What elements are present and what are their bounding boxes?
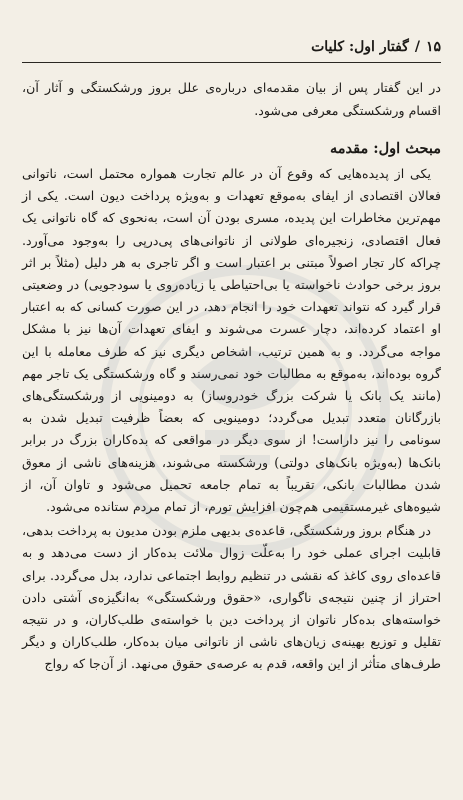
header-separator: / [414,39,420,55]
section-heading: مبحث اول: مقدمه [329,140,441,157]
body-paragraph: یکی از پدیده‌هایی که وقوع آن در عالم تجارت همواره محتمل است، ناتوانی فعالان اقتصادی از ایفای به‌موقع تعهدات و به‌ویژه پرداخت دیون است. یکی از مهم‌ترین مخاطرات این پدیده، مسری بودن آن است، به‌نحوی که گاه ناتوانی یک فعال اقتصادی، زنجیره‌ای طولانی از ناتوانی‌های پی‌درپی را به‌وجود می‌آورد. چراکه کار تجار اصولاً مبتنی بر اعتبار است و اگر تاجری به هر دلیل (مثلاً بر اثر بروز برخی حوادث ناخواسته یا بی‌احتیاطی یا زیاده‌روی یا سودجویی) در وضعیتی قرار گیرد که نتواند تعهدات خود را انجام دهد، در این صورت کسانی که به اعتبار او اعتماد کرده‌اند، دچار عسرت می‌شوند و ایفای تعهدات آن‌ها نیز با مشکل مواجه می‌گردد. و به همین ترتیب، اشخاص دیگری نیز که طرف معامله با این گروه بوده‌اند، به‌موقع به مطالبات خود نمی‌رسند و گاه ورشکستگی یک تاجر مهم (مانند یک بانک یا شرکت بزرگ خودروساز) به دومینویی از ورشکستگی‌های بازرگانان متعدد تبدیل می‌گردد؛ دومینویی که بعضاً ظرفیت تبدیل شدن به سونامی را نیز داراست! از سوی دیگر در مواقعی که بده‌کاران بزرگ در برابر بانک‌ها (به‌ویژه بانک‌های دولتی) ورشکسته می‌شوند، هزینه‌های ناشی از معوق شدن مطالبات بانکی، تقریباً به تمام جامعه تحمیل می‌شود و تاوان آن، از شیوه‌های غیرمستقیمی هم‌چون افزایش تورم، از تمام مردم ستانده می‌شود. [22,166,441,515]
page-number: ۱۵ [425,39,441,55]
body-paragraph: در هنگام بروز ورشکستگی، قاعده‌ی بدیهی ملزم بودن مدیون به پرداخت بدهی، قابلیت اجرای عملی خود را به‌علّت زوال ملائت بده‌کار از دست می‌دهد و به قاعده‌ای روی کاغذ که نقشی در تنظیم روابط اجتماعی ندارد، بدل می‌گردد. برای احتراز از چنین نتیجه‌ی ناگواری، «حقوق ورشکستگی» به‌انگیزه‌ی آشتی دادن خواسته‌های بده‌کار ناتوان از پرداخت دین با خواسته‌ی طلب‌کاران، و در نتیجه تقلیل و توزیع بهینه‌ی زیان‌های ناشی از ناتوانی میان بده‌کار، طلب‌کاران و دیگر طرف‌های متأثر از این واقعه، قدم به عرصه‌ی حقوق می‌نهد. از آن‌جا که رواج [22,523,441,672]
running-header [22,36,441,63]
chapter-title: گفتار اول: کلیات [311,39,409,55]
intro-paragraph: در این گفتار پس از بیان مقدمه‌ای درباره‌ی علل بروز ورشکستگی و آثار آن، اقسام ورشکستگی معرفی می‌شود. [22,80,441,118]
